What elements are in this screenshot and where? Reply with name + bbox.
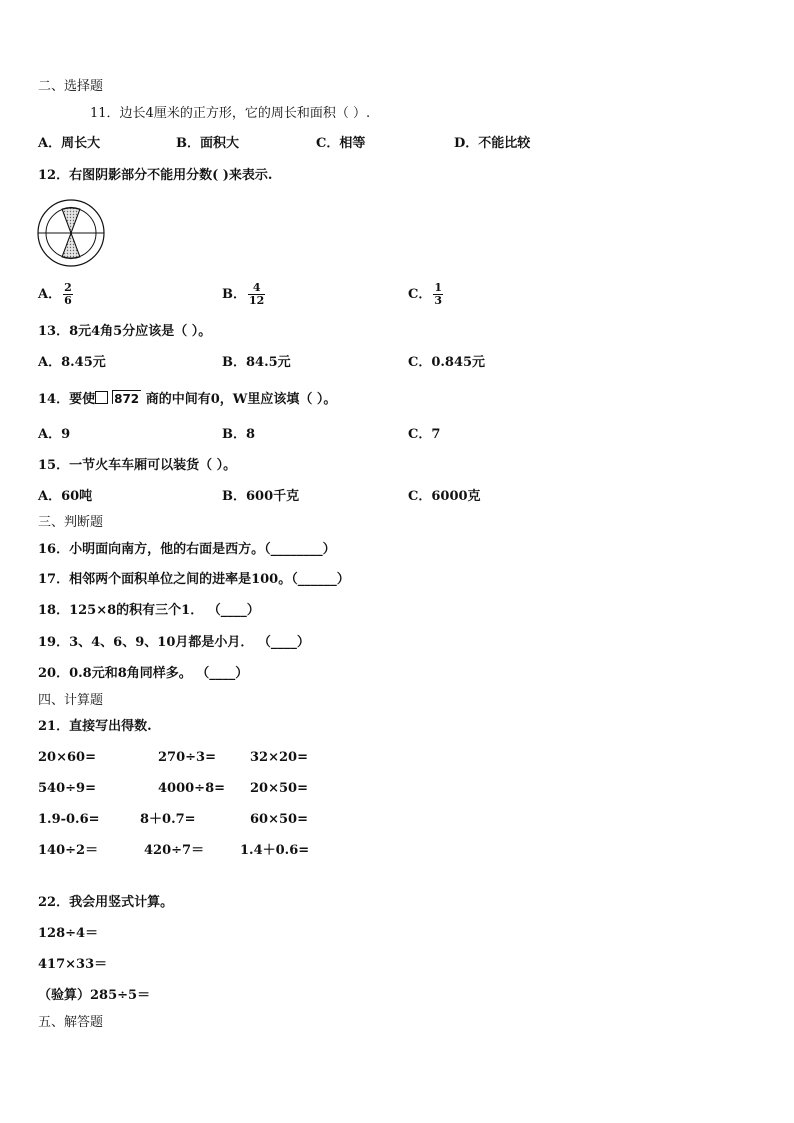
question-13-stem: 13．8元4角5分应该是（ ）。 bbox=[38, 324, 212, 339]
vertical-calc-item: （验算）285÷5＝ bbox=[38, 988, 151, 1003]
question-12-option-a: A． $\frac{2}{6}$ bbox=[38, 281, 72, 307]
question-15-option-b: B．600千克 bbox=[222, 489, 300, 504]
question-11-option-c: C．相等 bbox=[316, 136, 366, 151]
question-14-stem: 14．要使 872 商的中间有0，W里应该填（ ）。 bbox=[38, 392, 337, 407]
question-12-option-c: C． $\frac{1}{3}$ bbox=[408, 281, 443, 307]
question-17: 17．相邻两个面积单位之间的进率是100。（______） bbox=[38, 572, 350, 587]
question-13-option-c: C．0.845元 bbox=[408, 355, 486, 370]
calc-item: 20×50= bbox=[250, 781, 308, 796]
calc-item: 270÷3= bbox=[158, 750, 216, 765]
question-22-stem: 22．我会用竖式计算。 bbox=[38, 895, 174, 910]
section-calc-heading: 四、计算题 bbox=[38, 693, 104, 708]
calc-item: 420÷7＝ bbox=[144, 843, 205, 858]
calc-item: 140÷2＝ bbox=[38, 843, 99, 858]
blank-square-icon bbox=[95, 391, 108, 404]
question-11-stem: 11．边长4厘米的正方形，它的周长和面积（ ）. bbox=[90, 106, 371, 121]
calc-item: 4000÷8= bbox=[158, 781, 226, 796]
question-11-option-a: A．周长大 bbox=[38, 136, 101, 151]
question-16: 16．小明面向南方，他的右面是西方。（________） bbox=[38, 542, 336, 557]
vertical-calc-item: 128÷4＝ bbox=[38, 926, 99, 941]
section-judge-heading: 三、判断题 bbox=[38, 515, 104, 530]
question-14-option-a: A．9 bbox=[38, 427, 71, 442]
question-20: 20．0.8元和8角同样多。 （____） bbox=[38, 666, 249, 681]
calc-item: 20×60= bbox=[38, 750, 96, 765]
question-18: 18．125×8的积有三个1． （____） bbox=[38, 603, 260, 618]
fraction-2-6: $\frac{2}{6}$ bbox=[64, 281, 72, 307]
question-15-stem: 15．一节火车车厢可以装货（ ）。 bbox=[38, 458, 237, 473]
question-13-option-b: B．84.5元 bbox=[222, 355, 291, 370]
question-11-option-d: D．不能比较 bbox=[454, 136, 531, 151]
calc-item: 1.9-0.6= bbox=[38, 812, 100, 827]
section-answer-heading: 五、解答题 bbox=[38, 1015, 104, 1030]
question-19: 19．3、4、6、9、10月都是小月． （____） bbox=[38, 635, 310, 650]
question-12-stem: 12．右图阴影部分不能用分数( )来表示. bbox=[38, 168, 273, 183]
long-division-dividend: 872 bbox=[114, 392, 140, 406]
question-13-option-a: A．8.45元 bbox=[38, 355, 106, 370]
question-15-option-c: C．6000克 bbox=[408, 489, 481, 504]
question-14-option-c: C．7 bbox=[408, 427, 441, 442]
section-choice-heading: 二、选择题 bbox=[38, 79, 104, 94]
calc-item: 1.4＋0.6= bbox=[240, 843, 310, 858]
fraction-4-12: $\frac{4}{12}$ bbox=[249, 281, 265, 307]
calc-item: 540÷9= bbox=[38, 781, 96, 796]
question-12-option-b: B． $\frac{4}{12}$ bbox=[222, 281, 265, 307]
calc-item: 8＋0.7= bbox=[140, 812, 196, 827]
fraction-1-3: $\frac{1}{3}$ bbox=[434, 281, 443, 307]
question-14-option-b: B．8 bbox=[222, 427, 256, 442]
question-11-option-b: B．面积大 bbox=[176, 136, 239, 151]
calc-item: 60×50= bbox=[250, 812, 308, 827]
question-15-option-a: A．60吨 bbox=[38, 489, 93, 504]
vertical-calc-item: 417×33＝ bbox=[38, 957, 108, 972]
circle-fraction-figure bbox=[36, 198, 106, 268]
calc-item: 32×20= bbox=[250, 750, 308, 765]
question-21-stem: 21．直接写出得数. bbox=[38, 719, 152, 734]
